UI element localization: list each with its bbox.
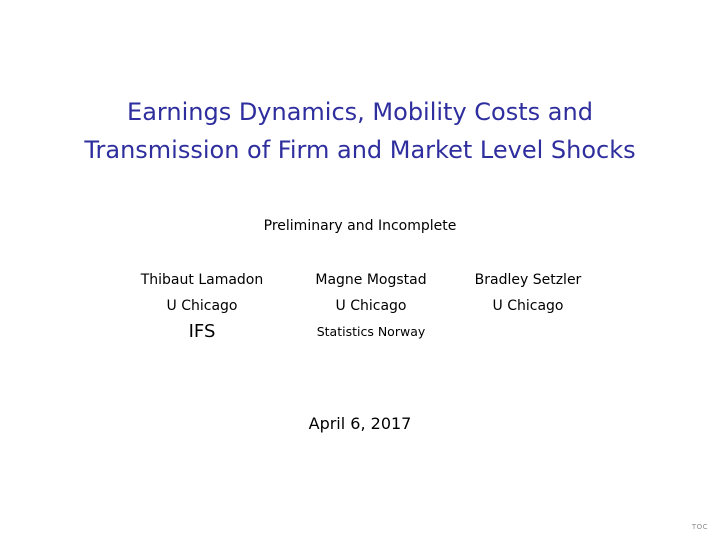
author-name: Magne Mogstad [315,272,427,288]
author-affiliation-row [0,294,720,318]
author-name: Thibaut Lamadon [140,272,264,288]
toc-link[interactable]: TOC [691,523,708,531]
status-note: Preliminary and Incomplete [263,218,457,234]
author-names-row [0,268,720,292]
author-affiliation: Statistics Norway [316,324,426,339]
author-affiliation: U Chicago [492,298,564,314]
title-line-2: Transmission of Firm and Market Level Shocks [84,136,636,164]
author-affiliation: IFS [188,321,216,342]
author-name: Bradley Setzler [474,272,582,288]
presentation-date: April 6, 2017 [308,414,412,433]
author-affiliation: U Chicago [335,298,407,314]
author-affiliation: U Chicago [166,298,238,314]
author-affiliation-row-2 [0,320,720,344]
title-line-1: Earnings Dynamics, Mobility Costs and [127,98,593,126]
